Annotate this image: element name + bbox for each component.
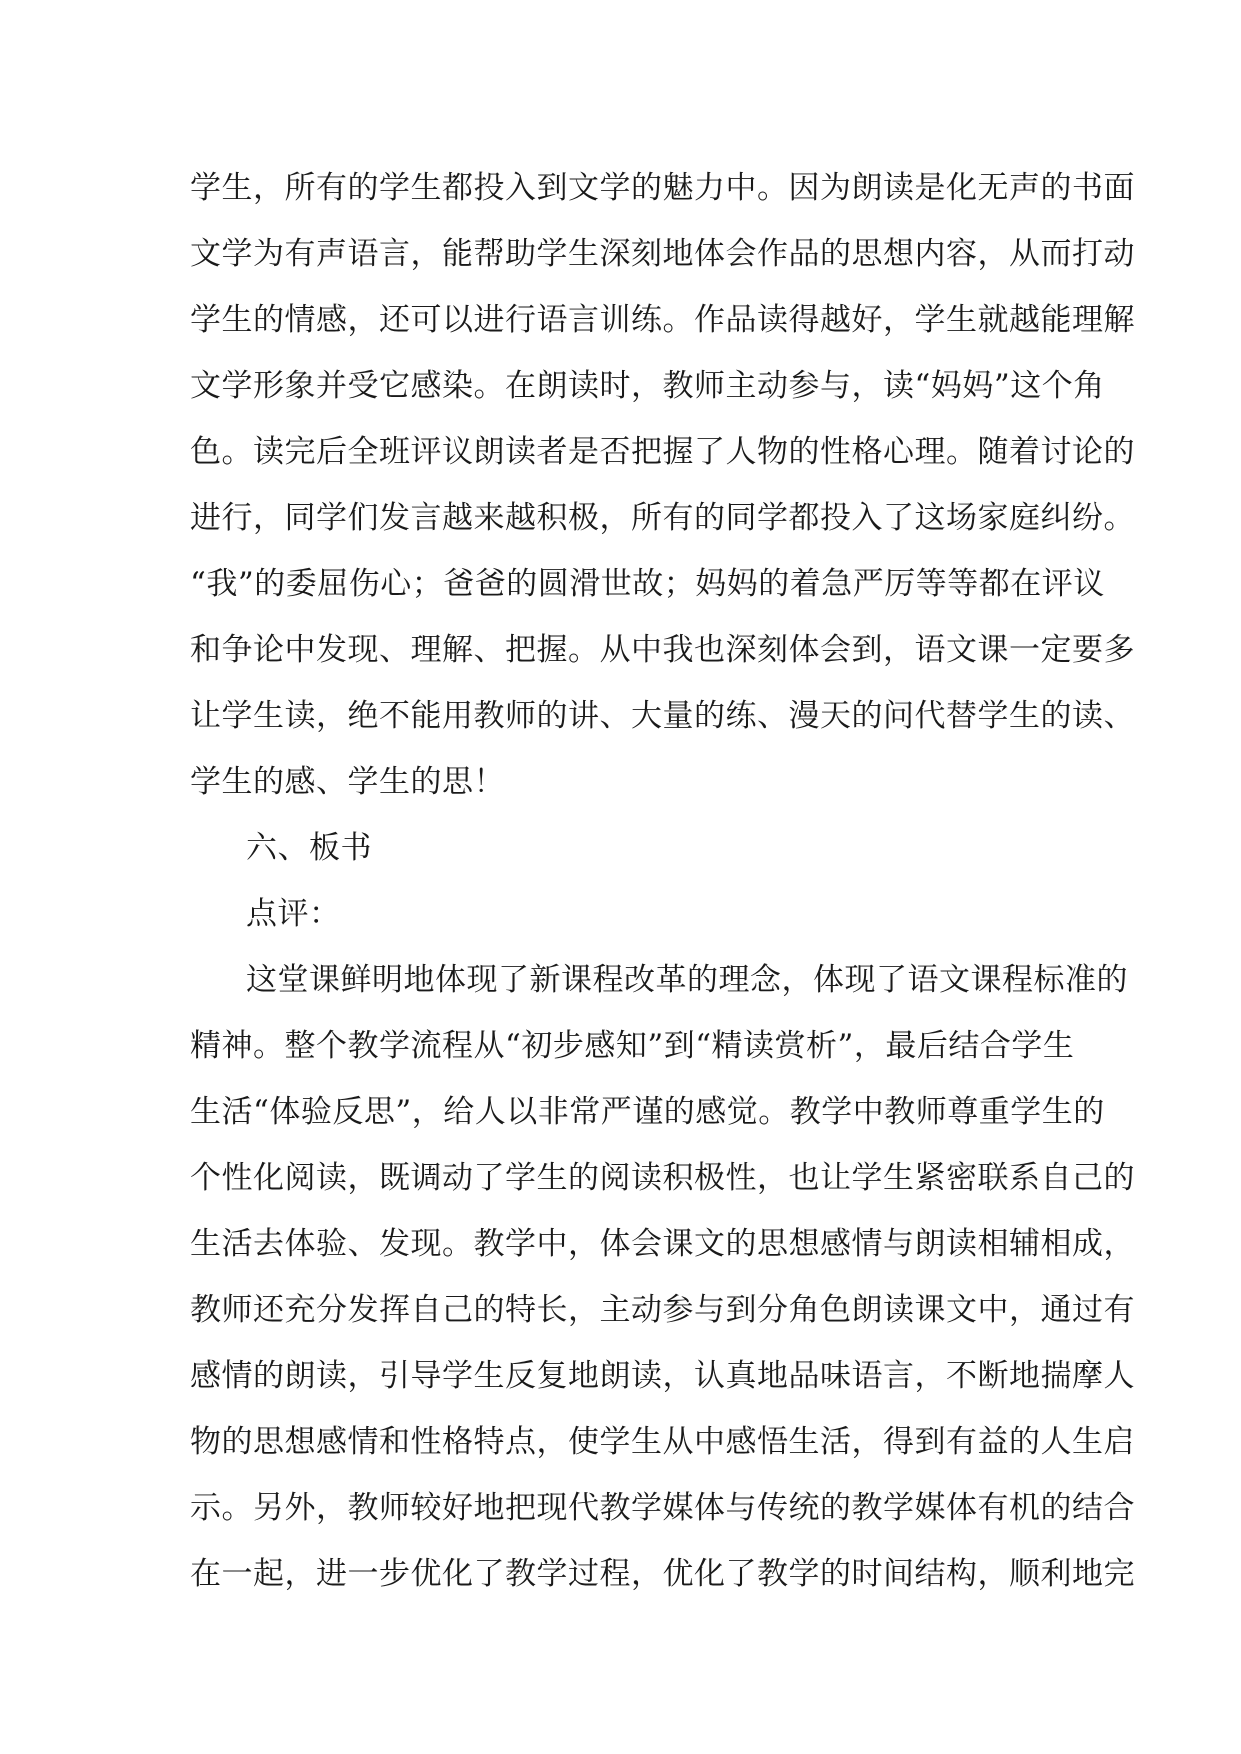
text-line: 个性化阅读，既调动了学生的阅读积极性，也让学生紧密联系自己的 <box>190 1160 1135 1196</box>
text-line: 生活去体验、发现。教学中，体会课文的思想感情与朗读相辅相成， <box>190 1226 1135 1262</box>
document-body <box>190 155 1135 1607</box>
text-line: 物的思想感情和性格特点，使学生从中感悟生活，得到有益的人生启 <box>190 1424 1135 1460</box>
text-line: 生活“体验反思”，给人以非常严谨的感觉。教学中教师尊重学生的 <box>190 1094 1105 1130</box>
text-line: 在一起，进一步优化了教学过程，优化了教学的时间结构，顺利地完 <box>190 1556 1135 1592</box>
text-line: 点评： <box>246 896 341 932</box>
text-line: 感情的朗读，引导学生反复地朗读，认真地品味语言，不断地揣摩人 <box>190 1358 1135 1394</box>
text-line: 色。读完后全班评议朗读者是否把握了人物的性格心理。随着讨论的 <box>190 434 1135 470</box>
text-line: 这堂课鲜明地体现了新课程改革的理念，体现了语文课程标准的 <box>246 962 1128 998</box>
text-line: 教师还充分发挥自己的特长，主动参与到分角色朗读课文中，通过有 <box>190 1292 1135 1328</box>
text-line: “我”的委屈伤心；爸爸的圆滑世故；妈妈的着急严厉等等都在评议 <box>190 566 1105 602</box>
text-line: 文学为有声语言，能帮助学生深刻地体会作品的思想内容，从而打动 <box>190 236 1135 272</box>
text-line: 进行，同学们发言越来越积极，所有的同学都投入了这场家庭纠纷。 <box>190 500 1135 536</box>
text-line: 精神。整个教学流程从“初步感知”到“精读赏析”，最后结合学生 <box>190 1028 1075 1064</box>
text-line: 学生，所有的学生都投入到文学的魅力中。因为朗读是化无声的书面 <box>190 170 1135 206</box>
text-line: 学生的情感，还可以进行语言训练。作品读得越好，学生就越能理解 <box>190 302 1135 338</box>
text-line: 示。另外，教师较好地把现代教学媒体与传统的教学媒体有机的结合 <box>190 1490 1135 1526</box>
text-line: 和争论中发现、理解、把握。从中我也深刻体会到，语文课一定要多 <box>190 632 1135 668</box>
text-line: 学生的感、学生的思！ <box>190 764 505 800</box>
text-line: 六、板书 <box>246 830 372 866</box>
text-line: 文学形象并受它感染。在朗读时，教师主动参与，读“妈妈”这个角 <box>190 368 1105 404</box>
text-line: 让学生读，绝不能用教师的讲、大量的练、漫天的问代替学生的读、 <box>190 698 1135 734</box>
